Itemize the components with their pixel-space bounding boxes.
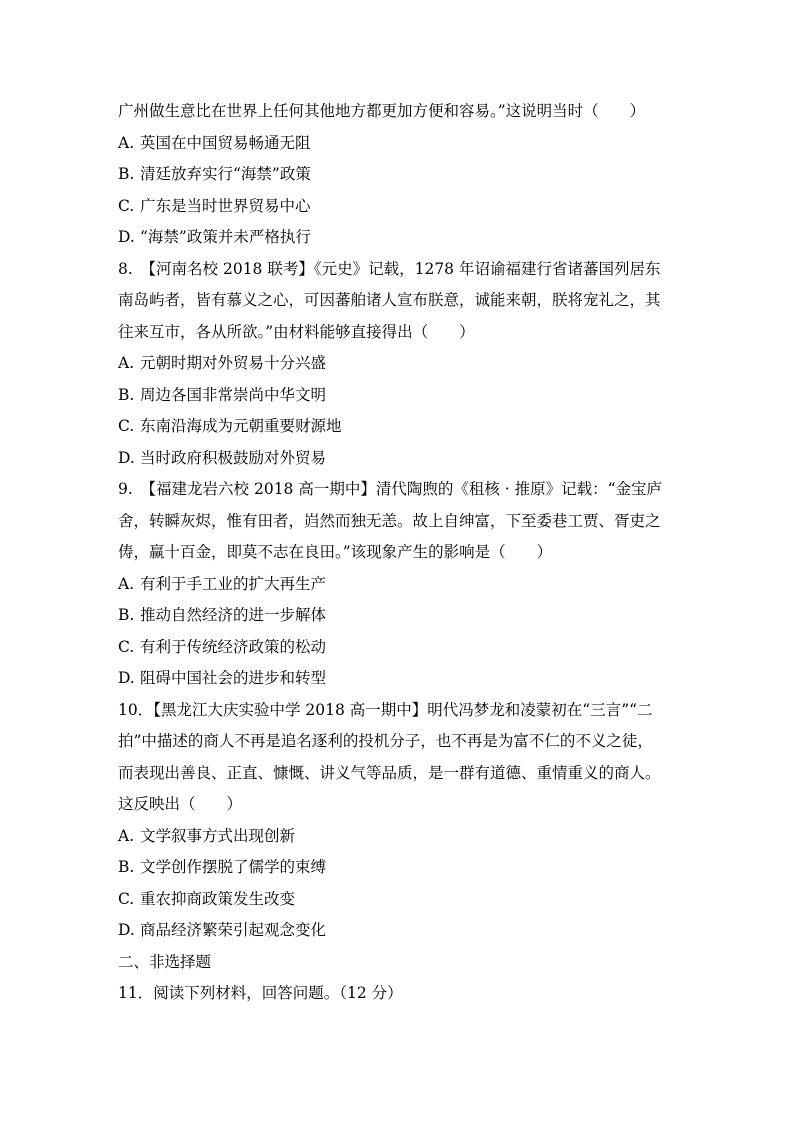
question-8-option-c [118,411,680,443]
option-letter: D. [118,921,135,939]
option-letter: B. [118,606,135,624]
option-letter: B. [118,165,135,183]
section-non-choice [118,947,680,1010]
option-letter: C. [118,196,135,215]
option-text: 推动自然经济的进一步解体 [140,606,327,624]
question-10-option-a [118,821,680,853]
question-10-option-d [118,915,680,947]
option-letter: B. [118,385,135,404]
question-10-option-c [118,884,680,916]
option-text: 周边各国非常崇尚中华文明 [140,385,327,404]
option-letter: A. [118,826,135,845]
question-9-stem-line: 俦，赢十百金，即莫不志在良田。”该现象产生的影响是（ ） [118,543,553,561]
question-8-option-a [118,348,680,380]
exam-page [118,96,680,1010]
question-10-stem-line: 拍”中描述的商人不再是追名逐利的投机分子，也不再是为富不仁的不义之徒， [118,732,653,750]
option-text: 阻碍中国社会的进步和转型 [140,669,327,687]
option-text: 商品经济繁荣引起观念变化 [140,921,327,939]
question-10-stem-line: 这反映出（ ） [118,795,243,813]
question-7-stem-line: 广州做生意比在世界上任何其他地方都更加方便和容易。”这说明当时（ ） [118,102,646,120]
option-text: 有利于传统经济政策的松动 [140,637,327,656]
option-letter: B. [118,858,135,876]
option-letter: A. [118,574,135,593]
option-text: 有利于手工业的扩大再生产 [140,574,327,593]
question-9-option-c [118,632,680,664]
option-letter: D. [118,228,135,246]
question-8-stem-line: 南岛屿者，皆有慕义之心，可因蕃舶诸人宣布朕意，诚能来朝，朕将宠礼之，其 [118,291,661,309]
question-10-stem-line: 10．【黑龙江大庆实验中学 2018 高一期中】明代冯梦龙和凌蒙初在“三言”“二 [118,700,653,719]
question-7-option-a [118,128,680,160]
question-9-option-a [118,569,680,601]
option-letter: A. [118,133,135,152]
question-9-option-d [118,663,680,695]
option-text: 文学叙事方式出现创新 [140,826,296,845]
option-letter: C. [118,417,135,435]
question-9 [118,474,680,695]
question-8-stem-line: 8. 【河南名校 2018 联考】《元史》记载，1278 年诏谕福建行省诸蕃国列居东 [118,259,661,278]
option-text: 清廷放弃实行“海禁”政策 [140,165,311,183]
section-heading: 二、非选择题 [118,952,212,971]
option-letter: D. [118,669,135,687]
option-text: 元朝时期对外贸易十分兴盛 [140,354,327,372]
option-text: 当时政府积极鼓励对外贸易 [140,448,327,467]
question-10 [118,695,680,947]
question-8-stem-line: 往来互市，各从所欲。”由材料能够直接得出（ ） [118,322,475,341]
question-9-stem-line: 9. 【福建龙岩六校 2018 高一期中】清代陶煦的《租核 · 推原》记载：“金宝庐 [118,480,663,498]
question-11-stem-line: 11．阅读下列材料，回答问题。（12 分） [118,984,403,1002]
question-8-option-b [118,380,680,412]
option-text: 广东是当时世界贸易中心 [140,196,311,215]
option-text: 东南沿海成为元朝重要财源地 [140,417,342,435]
option-text: 文学创作摆脱了儒学的束缚 [140,858,327,876]
option-letter: A. [118,354,135,372]
option-text: “海禁”政策并未严格执行 [140,228,311,246]
option-letter: C. [118,637,135,656]
question-7-option-c [118,191,680,223]
question-7-option-b [118,159,680,191]
question-9-stem-line: 舍，转瞬灰烬，惟有田者，岿然而独无恙。故上自绅富，下至委巷工贾、胥吏之 [118,511,661,530]
option-text: 重农抑商政策发生改变 [140,889,296,908]
question-8-option-d [118,443,680,475]
question-10-stem-line: 而表现出善良、正直、慷慨、讲义气等品质，是一群有道德、重情重义的商人。 [118,763,661,782]
option-letter: D. [118,448,135,467]
question-8 [118,254,680,475]
option-text: 英国在中国贸易畅通无阻 [140,133,311,152]
question-10-option-b [118,852,680,884]
question-7-tail [118,96,680,254]
question-7-option-d [118,222,680,254]
question-9-option-b [118,600,680,632]
option-letter: C. [118,889,135,908]
